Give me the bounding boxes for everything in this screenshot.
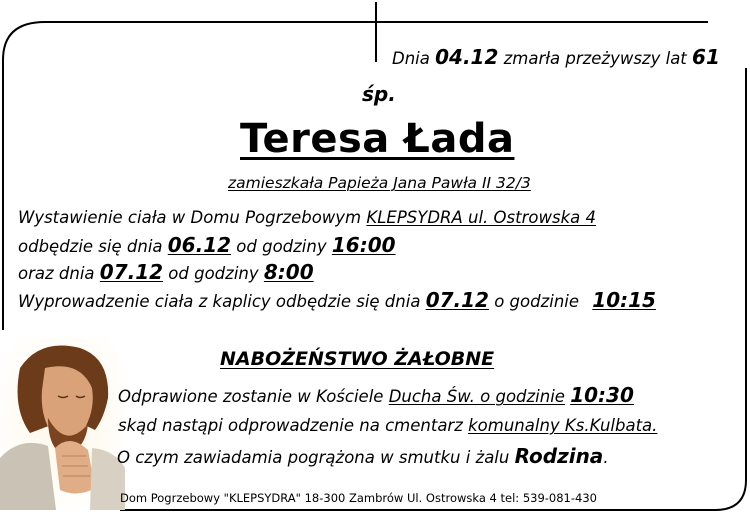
viewing-text: oraz dnia bbox=[18, 264, 95, 283]
viewing-text: odbędzie się dnia bbox=[18, 237, 163, 256]
funeral-home-footer: Dom Pogrzebowy "KLEPSYDRA" 18-300 Zambrów Ul. Ostrowska 4 tel: 539-081-430 bbox=[120, 491, 597, 505]
mass-line-1 bbox=[118, 385, 634, 406]
viewing-line-1 bbox=[18, 210, 596, 227]
death-date: 04.12 bbox=[435, 45, 499, 69]
viewing-date-1: 06.12 bbox=[167, 233, 232, 257]
funeral-mass-title: NABOŻEŃSTWO ŻAŁOBNE bbox=[220, 348, 495, 370]
date-prefix-text: Dnia bbox=[392, 49, 430, 68]
viewing-text: od godziny bbox=[168, 264, 259, 283]
viewing-text: Wyprowadzenie ciała z kaplicy odbędzie się dnia bbox=[18, 292, 421, 311]
viewing-text: Wystawienie ciała w Domu Pogrzebowym bbox=[18, 208, 362, 227]
viewing-time-1: 16:00 bbox=[331, 233, 396, 257]
mass-line-3 bbox=[117, 446, 609, 467]
funeral-home-address: KLEPSYDRA ul. Ostrowska 4 bbox=[366, 208, 596, 227]
cross-icon bbox=[355, 2, 397, 62]
mass-time: 10:30 bbox=[570, 383, 634, 407]
mass-text: Odprawione zostanie w Kościele bbox=[118, 387, 384, 406]
mass-text: skąd nastąpi odprowadzenie na cmentarz bbox=[118, 416, 463, 435]
church-name: Ducha Św. o godzinie bbox=[388, 387, 565, 406]
viewing-line-3 bbox=[18, 262, 314, 283]
viewing-line-4 bbox=[18, 290, 656, 311]
sp-label: śp. bbox=[362, 82, 396, 106]
family-signature: Rodzina bbox=[514, 444, 604, 468]
mass-line-2 bbox=[118, 418, 657, 435]
death-notice-line bbox=[392, 47, 720, 68]
deceased-name: Teresa Łada bbox=[240, 116, 515, 162]
praying-figure-image bbox=[0, 338, 125, 510]
departure-date: 07.12 bbox=[425, 288, 489, 312]
cemetery-name: komunalny Ks.Kulbata. bbox=[468, 416, 658, 435]
viewing-line-2 bbox=[18, 235, 396, 256]
address-line: zamieszkała Papieża Jana Pawła II 32/3 bbox=[228, 174, 531, 192]
age-value: 61 bbox=[692, 45, 720, 69]
mass-text: O czym zawiadamia pogrążona w smutku i żalu bbox=[117, 448, 510, 467]
age-prefix-text: zmarła przeżywszy lat bbox=[503, 49, 687, 68]
viewing-time-2: 8:00 bbox=[263, 260, 314, 284]
viewing-date-2: 07.12 bbox=[99, 260, 164, 284]
viewing-text: od godziny bbox=[236, 237, 327, 256]
mass-text-end: . bbox=[603, 448, 609, 467]
viewing-text: o godzinie bbox=[494, 292, 580, 311]
departure-time: 10:15 bbox=[592, 288, 656, 312]
